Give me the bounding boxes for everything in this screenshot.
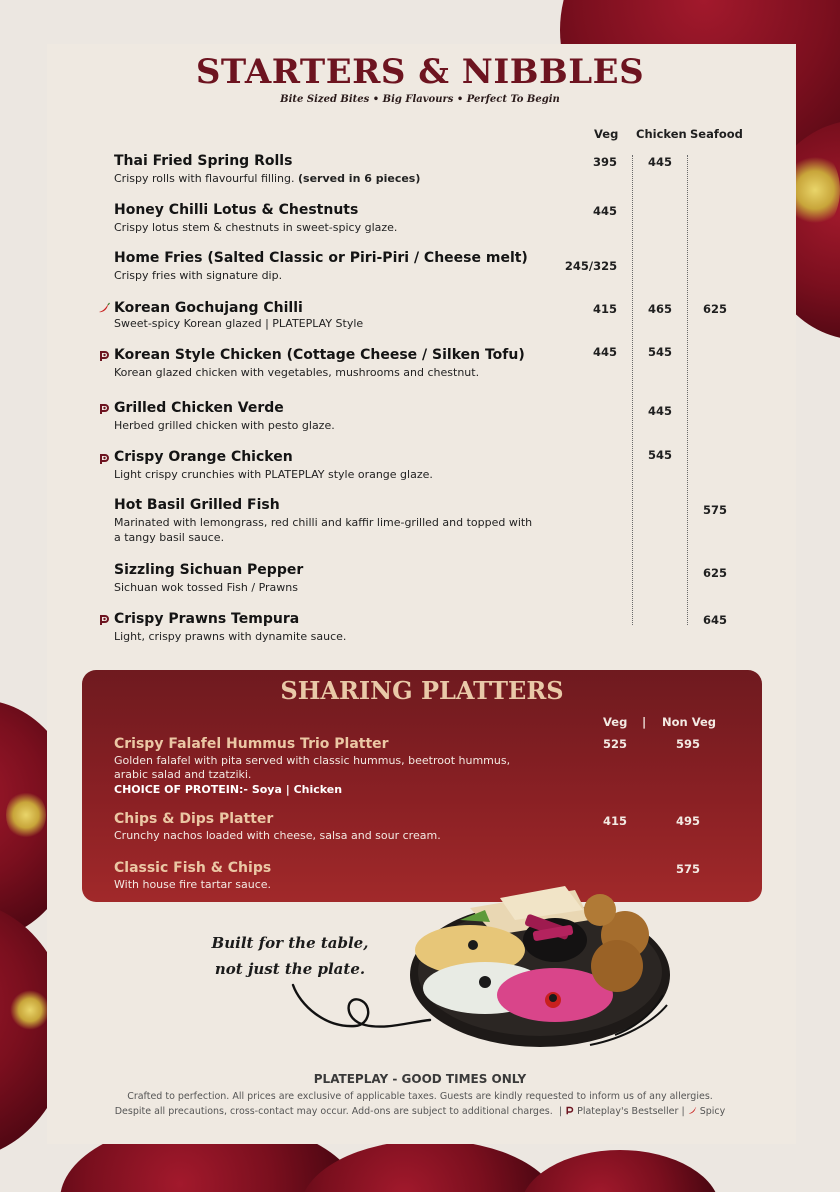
price-seafood: 625 [702, 566, 727, 580]
tagline-line-2: not just the plate. [214, 960, 366, 978]
bestseller-icon [98, 453, 110, 465]
hibiscus-flower [300, 1140, 560, 1192]
menu-item-description: Crispy rolls with flavourful filling. (served in 6 pieces) [114, 172, 421, 185]
column-header-veg: Veg [594, 127, 619, 141]
column-header-seafood: Seafood [690, 127, 743, 141]
menu-item-name: Honey Chilli Lotus & Chestnuts [114, 202, 359, 218]
price-nonveg: 495 [675, 814, 700, 828]
price-nonveg: 595 [675, 737, 700, 751]
platter-description: With house fire tartar sauce. [114, 878, 272, 891]
menu-item-description: Korean glazed chicken with vegetables, mushrooms and chestnut. [114, 366, 480, 379]
menu-item-description: Sichuan wok tossed Fish / Prawns [114, 581, 298, 594]
price-chicken: 465 [647, 302, 672, 316]
tagline-line-1: Built for the table, [211, 934, 369, 952]
menu-item-description: Crispy fries with signature dip. [114, 269, 283, 282]
column-header-veg: Veg [603, 715, 628, 729]
price-veg: 395 [592, 155, 617, 169]
bestseller-icon [98, 350, 110, 362]
legend-spicy: Spicy [699, 1106, 726, 1117]
platter-description: Golden falafel with pita served with classic hummus, beetroot hummus, arabic salad and tzatziki. [114, 754, 511, 781]
menu-item-description: Sweet-spicy Korean glazed | PLATEPLAY Style [114, 317, 364, 330]
column-separator: | [642, 715, 647, 729]
bestseller-icon [98, 614, 110, 626]
menu-item-description: Crispy lotus stem & chestnuts in sweet-spicy glaze. [114, 221, 398, 234]
platter-description: Crunchy nachos loaded with cheese, salsa and sour cream. [114, 829, 441, 842]
price-chicken: 445 [647, 155, 672, 169]
price-seafood: 575 [702, 503, 727, 517]
flower-stamen [6, 790, 46, 840]
price-chicken: 545 [647, 448, 672, 462]
legend-separator: | [681, 1106, 685, 1117]
platter-name: Chips & Dips Platter [114, 811, 274, 827]
menu-item-description: Light crispy crunchies with PLATEPLAY style orange glaze. [114, 468, 433, 481]
section-title-platters: SHARING PLATTERS [280, 676, 564, 705]
platter-name: Crispy Falafel Hummus Trio Platter [114, 736, 389, 752]
price-veg: 245/325 [564, 259, 618, 273]
price-veg: 445 [592, 204, 617, 218]
price-nonveg: 575 [675, 862, 700, 876]
column-divider [632, 155, 633, 625]
hibiscus-flower [520, 1150, 720, 1192]
flower-stamen [10, 990, 50, 1030]
menu-item-name: Crispy Orange Chicken [114, 449, 293, 465]
column-header-nonveg: Non Veg [662, 715, 717, 729]
footer-note-1: Crafted to perfection. All prices are exclusive of applicable taxes. Guests are kindly requested to inform us of any allergies. [127, 1091, 713, 1102]
flower-stamen [790, 150, 840, 230]
bestseller-icon [565, 1106, 574, 1115]
menu-item-name: Hot Basil Grilled Fish [114, 497, 280, 513]
menu-item-name: Home Fries (Salted Classic or Piri-Piri / Cheese melt) [114, 250, 528, 266]
column-divider [687, 155, 688, 625]
menu-item-name: Korean Gochujang Chilli [114, 300, 303, 316]
price-veg: 525 [602, 737, 627, 751]
price-chicken: 445 [647, 404, 672, 418]
page-subtitle: Bite Sized Bites • Big Flavours • Perfect To Begin [280, 94, 560, 105]
price-veg: 415 [592, 302, 617, 316]
menu-item-name: Crispy Prawns Tempura [114, 611, 300, 627]
price-seafood: 625 [702, 302, 727, 316]
price-chicken: 545 [647, 345, 672, 359]
footer-brand: PLATEPLAY - GOOD TIMES ONLY [313, 1072, 527, 1086]
page-title: STARTERS & NIBBLES [195, 52, 645, 92]
chilli-icon [688, 1106, 697, 1115]
column-header-chicken: Chicken [636, 127, 687, 141]
platter-photo [405, 880, 685, 1055]
menu-item-name: Grilled Chicken Verde [114, 400, 284, 416]
chilli-icon [98, 302, 110, 314]
menu-item-description: Marinated with lemongrass, red chilli and kaffir lime-grilled and topped with a tangy basil sauce. [114, 516, 533, 544]
footer-note-2-row [0, 1106, 840, 1117]
legend-bestseller: Plateplay's Bestseller [577, 1106, 679, 1117]
bestseller-icon [98, 403, 110, 415]
menu-item-description: Light, crispy prawns with dynamite sauce. [114, 630, 347, 643]
menu-item-name: Sizzling Sichuan Pepper [114, 562, 304, 578]
platter-protein-choice: CHOICE OF PROTEIN:- Soya | Chicken [114, 783, 343, 796]
menu-item-description: Herbed grilled chicken with pesto glaze. [114, 419, 335, 432]
price-seafood: 645 [702, 613, 727, 627]
menu-item-name: Thai Fried Spring Rolls [114, 153, 293, 169]
menu-item-name: Korean Style Chicken (Cottage Cheese / Silken Tofu) [114, 347, 525, 363]
legend-separator: | [558, 1106, 563, 1117]
footer-note-2: Despite all precautions, cross-contact may occur. Add-ons are subject to additional charges. [114, 1106, 553, 1117]
platter-name: Classic Fish & Chips [114, 860, 272, 876]
price-veg: 415 [602, 814, 627, 828]
price-veg: 445 [592, 345, 617, 359]
